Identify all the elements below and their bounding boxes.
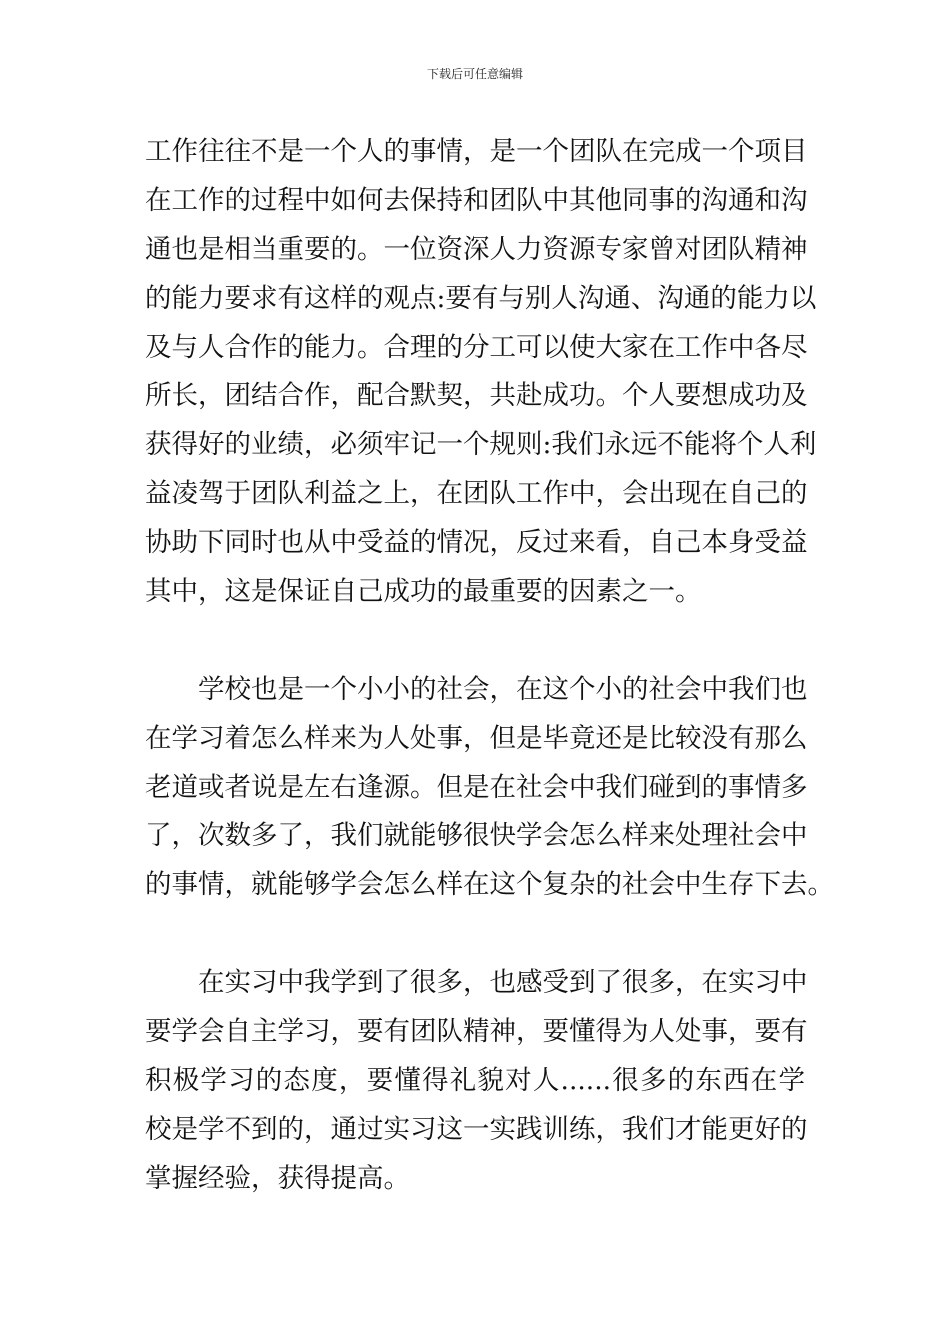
text-line: 老道或者说是左右逢源。但是在社会中我们碰到的事情多: [145, 771, 808, 803]
text-line: 学校也是一个小小的社会，在这个小的社会中我们也: [198, 673, 808, 705]
text-line: 其中，这是保证自己成功的最重要的因素之一。: [145, 576, 702, 608]
text-line: 益凌驾于团队利益之上，在团队工作中，会出现在自己的: [145, 478, 808, 510]
paragraph: [145, 666, 834, 910]
paragraph-gap: [145, 910, 805, 959]
page-header: 下载后可任意编辑: [426, 67, 523, 81]
paragraph: [145, 128, 817, 617]
text-line: 协助下同时也从中受益的情况，反过来看，自己本身受益: [145, 527, 808, 559]
text-line: 校是学不到的，通过实习这一实践训练，我们才能更好的: [145, 1113, 808, 1145]
paragraph: [145, 959, 808, 1203]
text-line: 获得好的业绩，必须牢记一个规则:我们永远不能将个人利: [145, 429, 817, 461]
text-line: 工作往往不是一个人的事情，是一个团队在完成一个项目: [145, 136, 808, 167]
text-line: 了，次数多了，我们就能够很快学会怎么样来处理社会中: [145, 820, 808, 852]
text-line: 积极学习的态度，要懂得礼貌对人......很多的东西在学: [145, 1064, 805, 1096]
text-line: 掌握经验，获得提高。: [145, 1162, 410, 1194]
text-line: 及与人合作的能力。合理的分工可以使大家在工作中各尽: [145, 331, 808, 363]
text-line: 在工作的过程中如何去保持和团队中其他同事的沟通和沟: [145, 184, 808, 216]
text-line: 所长，团结合作，配合默契，共赴成功。个人要想成功及: [145, 380, 808, 412]
text-line: 要学会自主学习，要有团队精神，要懂得为人处事，要有: [145, 1016, 808, 1048]
text-line: 通也是相当重要的。一位资深人力资源专家曾对团队精神: [145, 233, 808, 265]
text-line: 的能力要求有这样的观点:要有与别人沟通、沟通的能力以: [145, 282, 817, 314]
paragraph-gap: [145, 617, 805, 666]
text-line: 的事情，就能够学会怎么样在这个复杂的社会中生存下去。: [145, 869, 834, 901]
text-line: 在实习中我学到了很多，也感受到了很多，在实习中: [198, 967, 808, 999]
document-body: [145, 128, 834, 1204]
text-line: 在学习着怎么样来为人处事，但是毕竟还是比较没有那么: [145, 722, 808, 754]
